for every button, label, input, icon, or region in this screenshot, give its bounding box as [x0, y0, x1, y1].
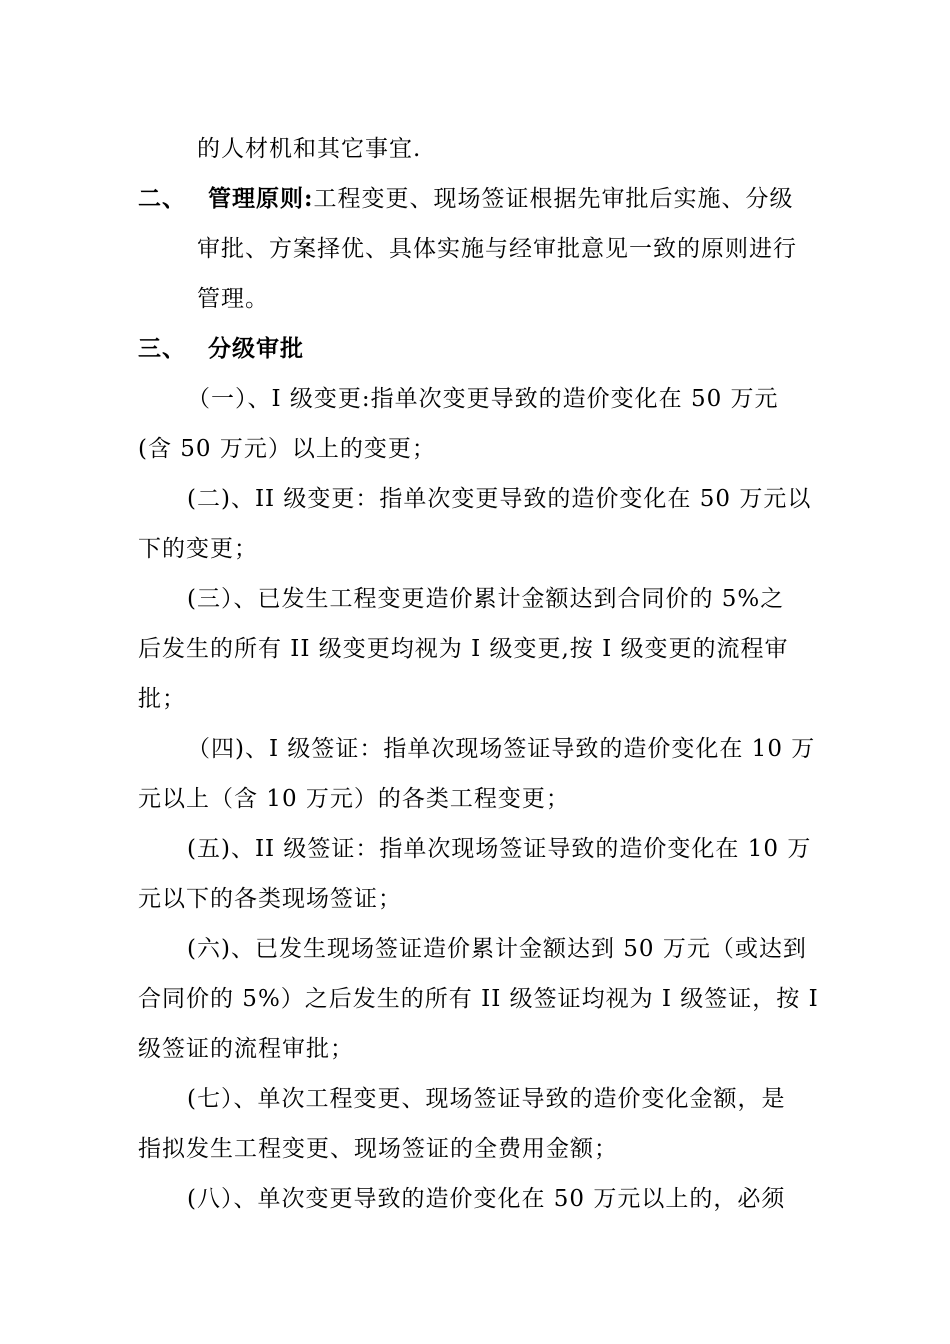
item-3-line-3: 批； — [138, 686, 186, 712]
item-7-line-1: (七）、单次工程变更、现场签证导致的造价变化金额，是 — [187, 1086, 786, 1112]
continuation-line: 的人材机和其它事宜. — [197, 136, 422, 162]
section-3-title: 分级审批 — [208, 335, 304, 362]
item-8-line-1: (八）、单次变更导致的造价变化在 50 万元以上的，必须 — [187, 1186, 786, 1212]
item-6-line-2: 合同价的 5%）之后发生的所有 II 级签证均视为 I 级签证，按 I — [138, 986, 819, 1012]
section-2-heading-line — [138, 184, 794, 214]
item-2-line-1: (二)、II 级变更：指单次变更导致的造价变化在 50 万元以 — [187, 486, 812, 512]
item-2-line-2: 下的变更； — [138, 536, 258, 562]
item-6-line-3: 级签证的流程审批； — [138, 1036, 354, 1062]
item-4-line-2: 元以上（含 10 万元）的各类工程变更； — [138, 786, 570, 812]
section-2-number: 二、 — [138, 185, 186, 212]
item-1-line-2: (含 50 万元）以上的变更； — [138, 436, 436, 462]
section-2-text-line-1: 工程变更、现场签证根据先审批后实施、分级 — [313, 186, 794, 212]
item-4-line-1: （四)、I 级签证：指单次现场签证导致的造价变化在 10 万 — [187, 736, 816, 762]
item-5-line-1: (五)、II 级签证：指单次现场签证导致的造价变化在 10 万 — [187, 836, 812, 862]
section-3-number: 三、 — [138, 335, 186, 362]
item-6-line-1: (六)、已发生现场签证造价累计金额达到 50 万元（或达到 — [187, 936, 807, 962]
section-3-heading-line — [138, 334, 304, 364]
section-2-text-line-2: 审批、方案择优、具体实施与经审批意见一致的原则进行 — [197, 236, 797, 262]
item-5-line-2: 元以下的各类现场签证； — [138, 886, 402, 912]
section-2-title: 管理原则: — [208, 185, 314, 212]
item-3-line-1: (三）、已发生工程变更造价累计金额达到合同价的 5%之 — [187, 586, 785, 612]
section-2-text-line-3: 管理。 — [197, 286, 269, 312]
item-3-line-2: 后发生的所有 II 级变更均视为 I 级变更,按 I 级变更的流程审 — [138, 636, 789, 662]
item-1-line-1: （一）、I 级变更:指单次变更导致的造价变化在 50 万元 — [187, 386, 779, 412]
item-7-line-2: 指拟发生工程变更、现场签证的全费用金额； — [138, 1136, 618, 1162]
